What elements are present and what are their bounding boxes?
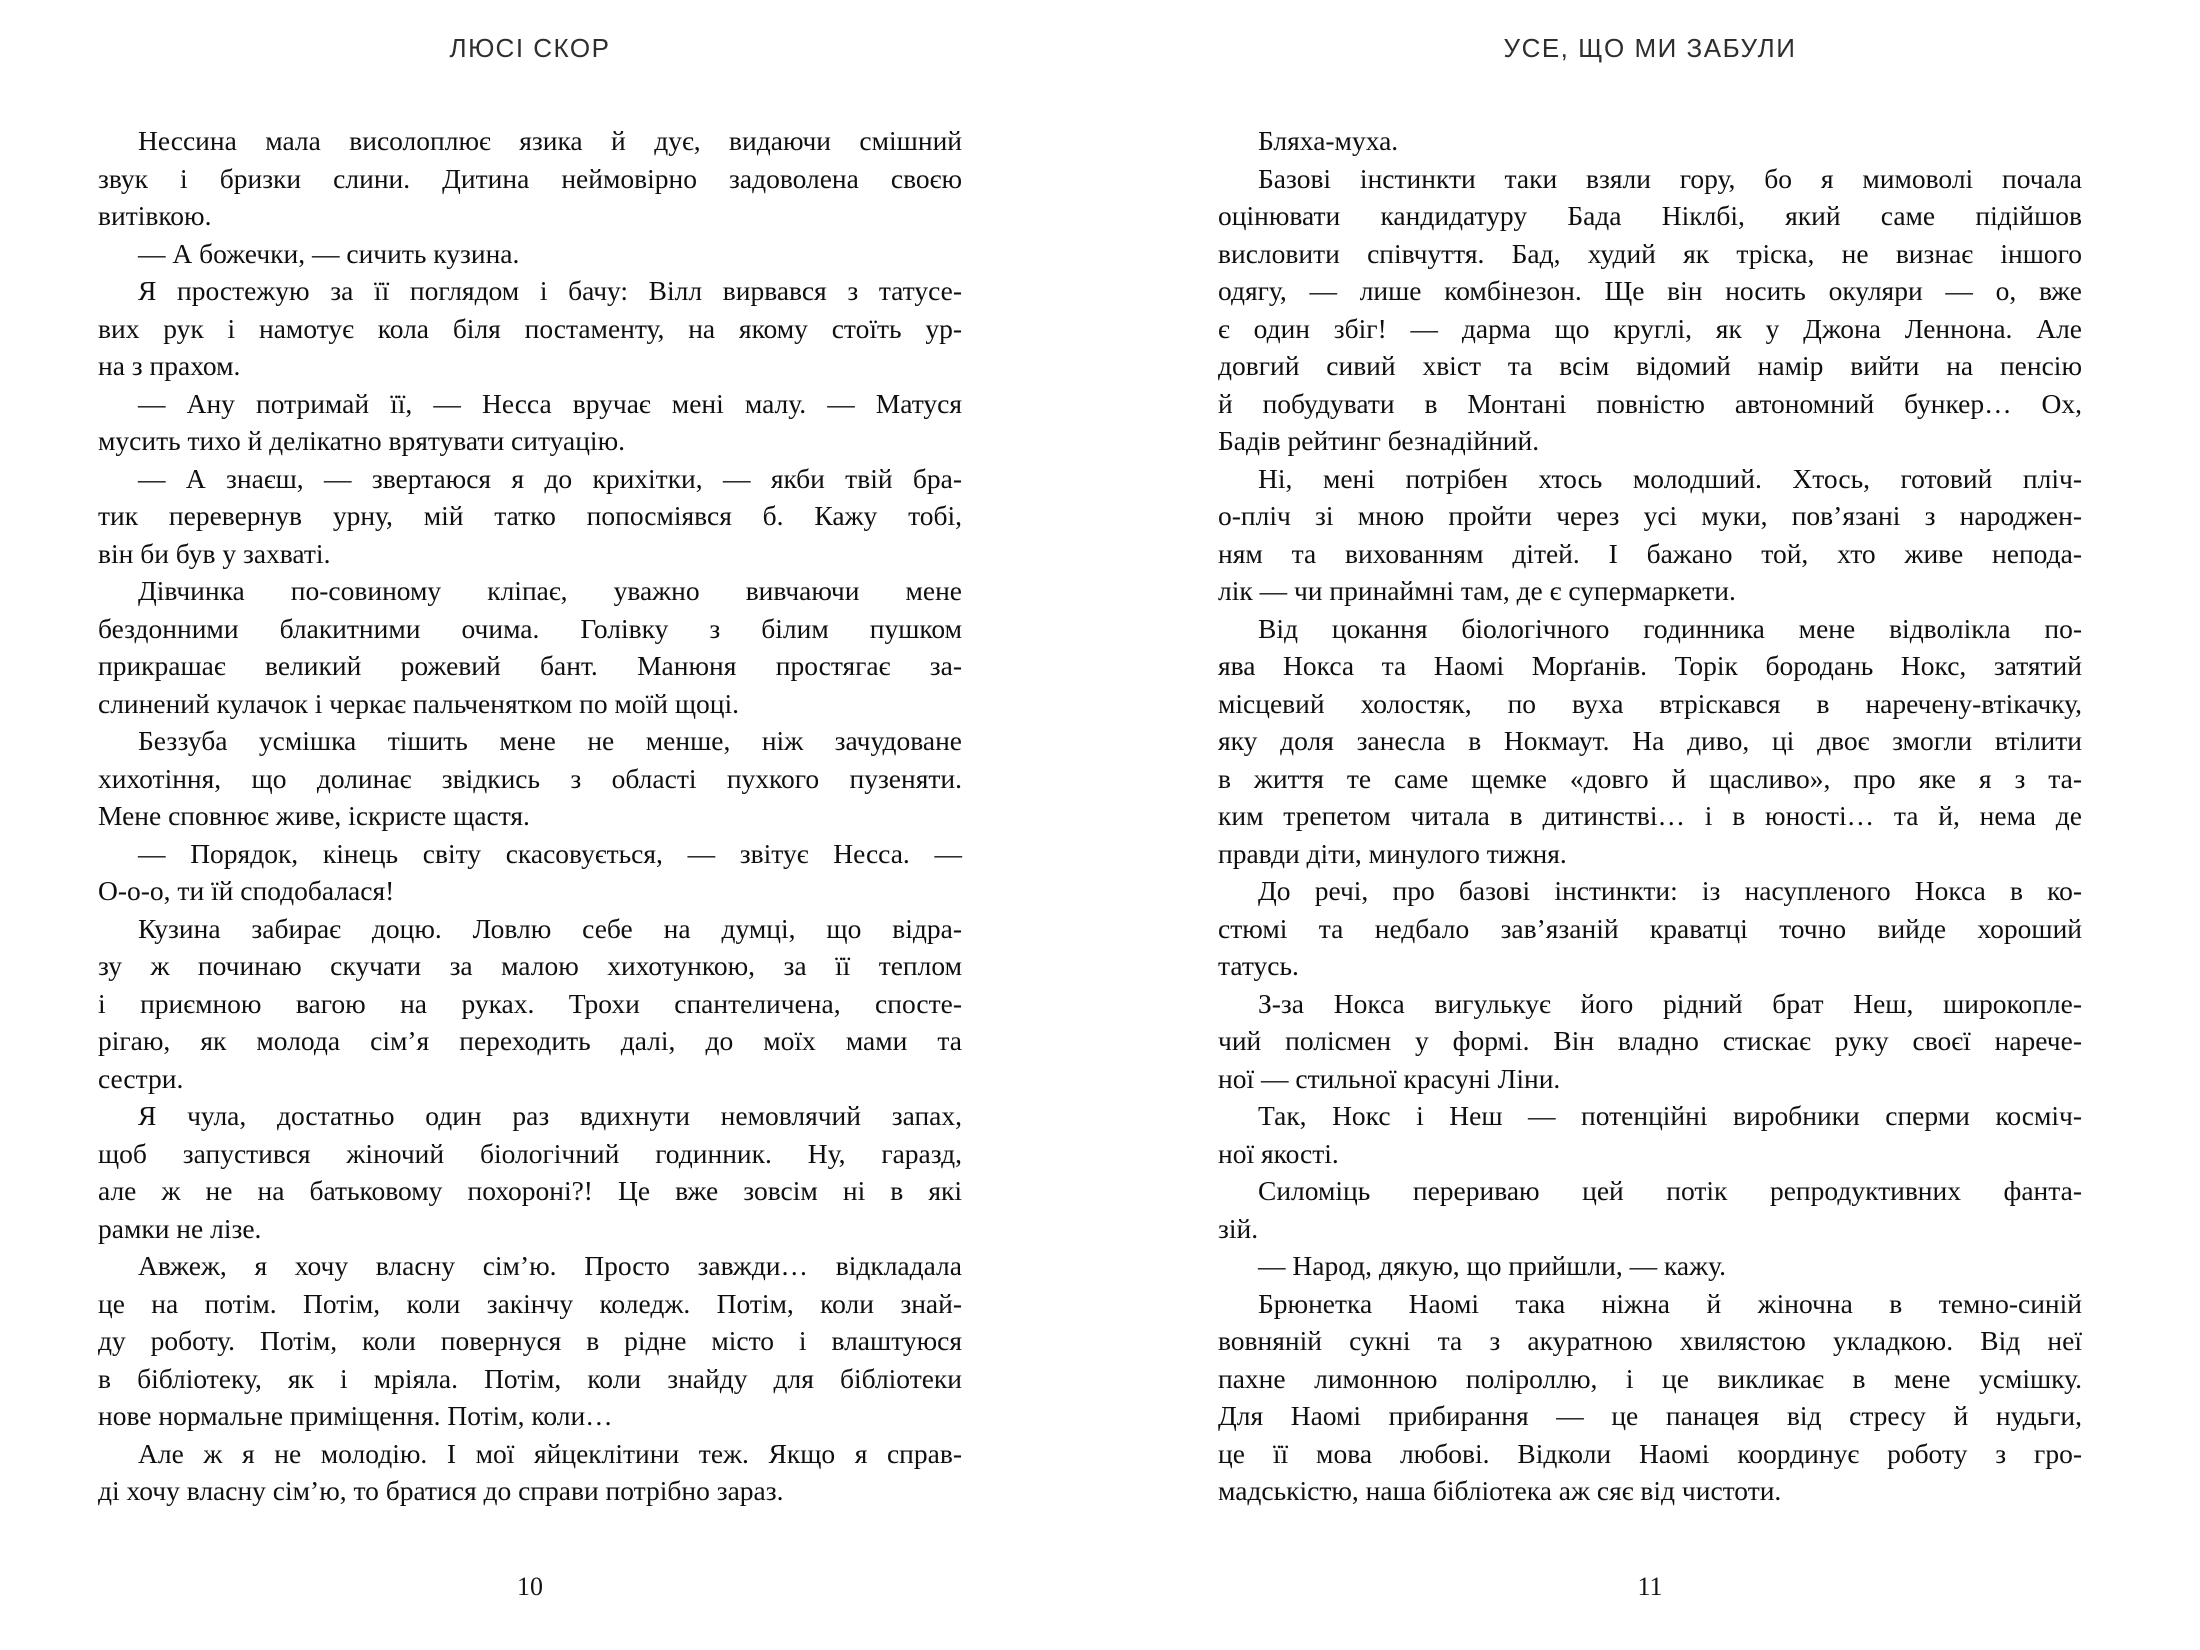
- text-line: Але ж я не молодію. І мої яйцеклітини теж. Якщо я справ-: [138, 1437, 962, 1469]
- text-line: чий полісмен у формі. Він владно стискає руку своєї нарече-: [1218, 1025, 2082, 1056]
- paragraph: [98, 572, 962, 722]
- text-line: Нессина мала висолоплює язика й дує, видаючи смішний: [138, 125, 962, 156]
- text-line: Я простежую за її поглядом і бачу: Вілл вирвався з татусе-: [138, 275, 962, 306]
- paragraph: [98, 722, 962, 835]
- text-line: Від цокання біологічного годинника мене відволікла по-: [1258, 612, 2082, 644]
- text-line: Беззуба усмішка тішить мене не менше, ніж зачудоване: [138, 725, 962, 756]
- text-line: яку доля занесла в Нокмаут. На диво, ці двоє змогли втілити: [1218, 725, 2082, 756]
- text-line: витівкою.: [98, 200, 212, 231]
- paragraph: [98, 272, 962, 385]
- page-right: [1218, 0, 2082, 1650]
- text-line: ної якості.: [1218, 1137, 1339, 1169]
- text-line: — Народ, дякую, що прийшли, — кажу.: [1258, 1250, 1727, 1281]
- paragraph: [98, 1247, 962, 1435]
- text-line: слинений кулачок і черкає пальченятком по моїй щоці.: [98, 687, 739, 719]
- text-line: бездонними блакитними очима. Голівку з білим пушком: [98, 612, 962, 644]
- text-line: сестри.: [98, 1062, 184, 1094]
- page-body: [98, 122, 962, 1510]
- text-line: вих рук і намотує кола біля постаменту, на якому стоїть ур-: [98, 312, 962, 344]
- paragraph: [1218, 1097, 2082, 1172]
- text-line: — Ану потримай її, — Несса вручає мені малу. — Матуся: [138, 387, 962, 419]
- text-line: але ж не на батьковому похороні?! Це вже зовсім ні в які: [98, 1175, 962, 1206]
- text-line: — А божечки, — сичить кузина.: [138, 237, 520, 269]
- text-line: Ні, мені потрібен хтось молодший. Хтось, готовий пліч-: [1258, 462, 2082, 494]
- text-line: місцевий холостяк, по вуха втріскався в наречену-втікачку,: [1218, 687, 2082, 719]
- text-line: оцінювати кандидатуру Бада Ніклбі, який саме підійшов: [1218, 200, 2082, 231]
- text-line: Так, Нокс і Неш — потенційні виробники сперми косміч-: [1258, 1100, 2082, 1131]
- text-line: в бібліотеку, як і мріяла. Потім, коли знайду для бібліотеки: [98, 1362, 962, 1394]
- text-line: лік — чи принаймні там, де є супермаркети.: [1218, 575, 1736, 606]
- page-number: 10: [517, 1572, 543, 1601]
- paragraph: [1218, 460, 2082, 610]
- page-body: [1218, 122, 2082, 1510]
- paragraph: [98, 1435, 962, 1510]
- text-line: Бадів рейтинг безнадійний.: [1218, 425, 1540, 456]
- text-line: це її мова любові. Відколи Наомі координує роботу з гро-: [1218, 1437, 2082, 1469]
- text-line: рігаю, як молода сім’я переходить далі, до моїх мами та: [98, 1025, 962, 1056]
- text-line: З-за Нокса вигулькує його рідний брат Неш, широкопле-: [1258, 987, 2082, 1019]
- text-line: Кузина забирає доцю. Ловлю себе на думці, що відра-: [138, 912, 962, 944]
- text-line: зу ж починаю скучати за малою хихотункою, за її теплом: [98, 950, 962, 981]
- paragraph: [1218, 122, 2082, 160]
- paragraph: [1218, 1247, 2082, 1285]
- text-line: і приємною вагою на руках. Трохи спантеличена, спосте-: [98, 987, 962, 1019]
- text-line: ді хочу власну сім’ю, то братися до справи потрібно зараз.: [98, 1475, 784, 1506]
- paragraph: [98, 385, 962, 460]
- text-line: ява Нокса та Наомі Морґанів. Торік бородань Нокс, затятий: [1218, 650, 2082, 681]
- text-line: ням та вихованням дітей. І бажано той, хто живе непода-: [1218, 537, 2082, 569]
- paragraph: [1218, 160, 2082, 460]
- text-line: правди діти, минулого тижня.: [1218, 837, 1567, 869]
- text-line: ким трепетом читала в дитинстві… і в юності… та й, нема де: [1218, 800, 2082, 831]
- text-line: мадськістю, наша бібліотека аж сяє від чистоти.: [1218, 1475, 1782, 1506]
- running-head-author: ЛЮСІ СКОР: [449, 33, 611, 63]
- text-line: хихотіння, що долинає звідкись з області пухкого пузеняти.: [98, 762, 962, 794]
- text-line: Я чула, достатньо один раз вдихнути немовлячий запах,: [138, 1100, 962, 1131]
- text-line: Мене сповнює живе, іскристе щастя.: [98, 800, 530, 831]
- paragraph: [1218, 610, 2082, 873]
- text-line: татусь.: [1218, 950, 1299, 981]
- paragraph: [1218, 872, 2082, 985]
- text-line: пахне лимонною поліроллю, і це викликає в мене усмішку.: [1218, 1362, 2082, 1394]
- paragraph: [1218, 1172, 2082, 1247]
- text-line: — А знаєш, — звертаюся я до крихітки, — якби твій бра-: [138, 462, 962, 494]
- text-line: До речі, про базові інстинкти: із насупленого Нокса в ко-: [1258, 875, 2082, 906]
- text-line: є один збіг! — дарма що круглі, як у Джона Леннона. Але: [1218, 312, 2082, 344]
- text-line: Силоміць перериваю цей потік репродуктивних фанта-: [1258, 1175, 2082, 1206]
- text-line: й побудувати в Монтані повністю автономний бункер… Ох,: [1218, 387, 2082, 419]
- text-line: Базові інстинкти таки взяли гору, бо я мимоволі почала: [1258, 162, 2082, 194]
- paragraph: [98, 235, 962, 273]
- paragraph: [98, 122, 962, 235]
- text-line: ду роботу. Потім, коли повернуся в рідне місто і влаштуюся: [98, 1325, 962, 1356]
- paragraph: [98, 460, 962, 573]
- page-left: [98, 0, 962, 1650]
- text-line: в життя те саме щемке «довго й щасливо», про яке я з та-: [1218, 762, 2082, 794]
- text-line: Для Наомі прибирання — це панацея від стресу й нудьги,: [1218, 1400, 2082, 1431]
- paragraph: [1218, 1285, 2082, 1510]
- text-line: мусить тихо й делікатно врятувати ситуацію.: [98, 425, 625, 456]
- text-line: Дівчинка по-совиному кліпає, уважно вивчаючи мене: [138, 575, 962, 606]
- text-line: нове нормальне приміщення. Потім, коли…: [98, 1400, 613, 1431]
- text-line: Авжеж, я хочу власну сім’ю. Просто завжди… відкладала: [138, 1250, 962, 1281]
- paragraph: [98, 835, 962, 910]
- running-head-title: УСЕ, ЩО МИ ЗАБУЛИ: [1503, 33, 1797, 63]
- paragraph: [98, 910, 962, 1098]
- page-number: 11: [1637, 1572, 1663, 1601]
- paragraph: [98, 1097, 962, 1247]
- text-line: зій.: [1218, 1212, 1259, 1244]
- text-line: О-о-о, ти їй сподобалася!: [98, 875, 395, 906]
- text-line: Бляха-муха.: [1258, 125, 1399, 156]
- text-line: рамки не лізе.: [98, 1212, 262, 1244]
- text-line: — Порядок, кінець світу скасовується, — звітує Несса. —: [138, 837, 962, 869]
- text-line: вовняній сукні та з акуратною хвилястою укладкою. Від неї: [1218, 1325, 2082, 1356]
- text-line: прикрашає великий рожевий бант. Манюня простягає за-: [98, 650, 962, 681]
- text-line: на з прахом.: [98, 350, 241, 381]
- text-line: о-пліч зі мною пройти через усі муки, пов’язані з народжен-: [1218, 500, 2082, 531]
- paragraph: [1218, 985, 2082, 1098]
- text-line: стюмі та недбало зав’язаній краватці точно вийде хороший: [1218, 912, 2082, 944]
- text-line: довгий сивий хвіст та всім відомий намір вийти на пенсію: [1218, 350, 2082, 381]
- text-line: одягу, — лише комбінезон. Ще він носить окуляри — о, вже: [1218, 275, 2082, 306]
- text-line: звук і бризки слини. Дитина неймовірно задоволена своєю: [98, 162, 962, 194]
- text-line: висловити співчуття. Бад, худий як тріска, не визнає іншого: [1218, 237, 2082, 269]
- text-line: Брюнетка Наомі така ніжна й жіночна в темно-синій: [1258, 1287, 2082, 1319]
- text-line: тик перевернув урну, мій татко попосміявся б. Кажу тобі,: [98, 500, 962, 531]
- text-line: він би був у захваті.: [98, 537, 331, 569]
- text-line: це на потім. Потім, коли закінчу коледж. Потім, коли знай-: [98, 1287, 962, 1319]
- text-line: ної — стильної красуні Ліни.: [1218, 1062, 1561, 1094]
- text-line: щоб запустився жіночий біологічний годинник. Ну, гаразд,: [98, 1137, 962, 1169]
